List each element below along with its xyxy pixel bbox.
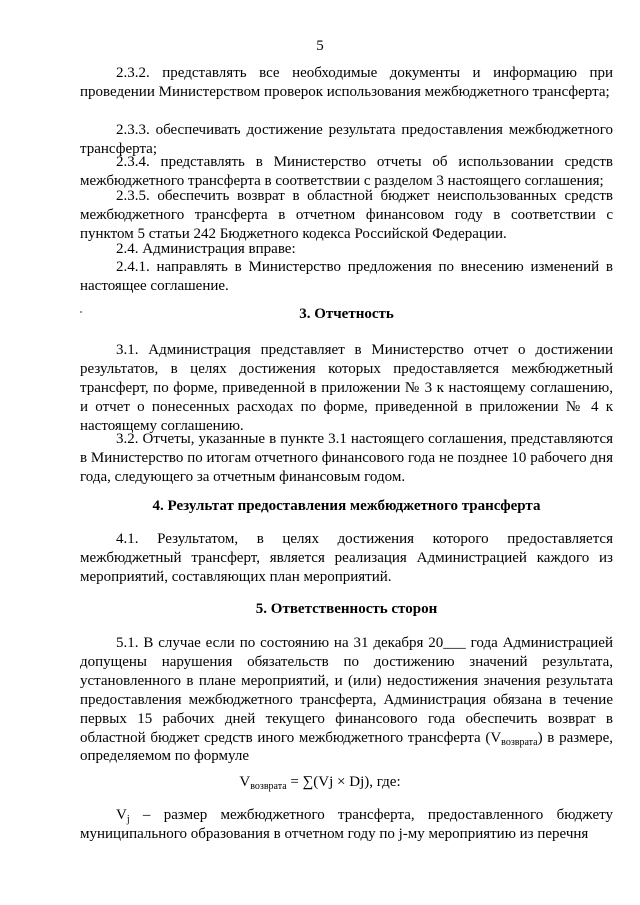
section-heading-4: 4. Результат предоставления межбюджетного трансферта xyxy=(152,498,541,514)
paragraph-3-1: 3.1. Администрация представляет в Министерство отчет о достижении результатов, в целях достижения которых предоставляется межбюджетный трансферт, по форме, приведенной в приложении № 3 к настоящему соглашению, и отчет о понесенных расходах по форме, приведенной в приложении № 4 к настоящему соглашению. xyxy=(80,342,613,434)
paragraph-2-3-5: 2.3.5. обеспечить возврат в областной бюджет неиспользованных средств межбюджетного трансферта в отчетном финансовом году в соответствии с пунктом 5 статьи 242 Бюджетного кодекса Российской Федерации. xyxy=(80,188,613,242)
paragraph-3-2: 3.2. Отчеты, указанные в пункте 3.1 настоящего соглашения, представляются в Министерство по итогам отчетного финансового года не позднее 10 рабочего дня года, следующего за отчетным финансовым годом. xyxy=(80,431,613,485)
paragraph-5-1-text: 5.1. В случае если по состоянию на 31 декабря 20___ года Администрацией допущены нарушения обязательств по достижению значений результата, установленного в плане мероприятий, и (или) недостижения значения результата предоставления межбюджетного трансферта, Администрация обязана в течение первых 15 рабочих дней текущего финансового года обеспечить возврат в областной бюджет средств иного межбюджетного трансферта (V xyxy=(80,635,613,746)
section-heading-3: 3. Отчетность xyxy=(299,306,394,322)
vj-subscript: j xyxy=(126,814,130,825)
paragraph-5-1 xyxy=(80,634,613,766)
paragraph-2-3-2: 2.3.2. представлять все необходимые документы и информацию при проведении Министерством проверок использования межбюджетного трансферта; xyxy=(80,65,613,100)
formula-v: V xyxy=(239,774,251,790)
page-number: 5 xyxy=(316,38,324,54)
paragraph-5-1-subscript: возврата xyxy=(501,736,538,748)
section-heading-5: 5. Ответственность сторон xyxy=(255,601,438,617)
vj-rest: – размер межбюджетного трансферта, предоставленного бюджету муниципального образования в отчетном году по j-му мероприятию из перечня xyxy=(80,807,613,842)
paragraph-4-1: 4.1. Результатом, в целях достижения которого предоставляется межбюджетный трансферт, является реализация Администрацией каждого из мероприятий, составляющих план мероприятий. xyxy=(80,531,613,585)
vj-v: V xyxy=(116,807,127,823)
paragraph-2-4-1: 2.4.1. направлять в Министерство предложения по внесению изменений в настоящее соглашение. xyxy=(80,259,613,294)
paragraph-2-3-3: 2.3.3. обеспечивать достижение результата предоставления межбюджетного трансферта; xyxy=(80,122,613,157)
paragraph-5-1-tail: ) в размере, определяемом по формуле xyxy=(80,729,613,765)
formula-subscript: возврата xyxy=(250,781,287,792)
paragraph-2-4: 2.4. Администрация вправе: xyxy=(116,241,296,257)
formula xyxy=(0,772,640,792)
formula-rest: = ∑(Vj × Dj), где: xyxy=(286,774,401,790)
paragraph-2-3-4: 2.3.4. представлять в Министерство отчеты об использовании средств межбюджетного трансферта в соответствии с разделом 3 настоящего соглашения; xyxy=(80,154,613,189)
paragraph-vj xyxy=(80,806,613,844)
